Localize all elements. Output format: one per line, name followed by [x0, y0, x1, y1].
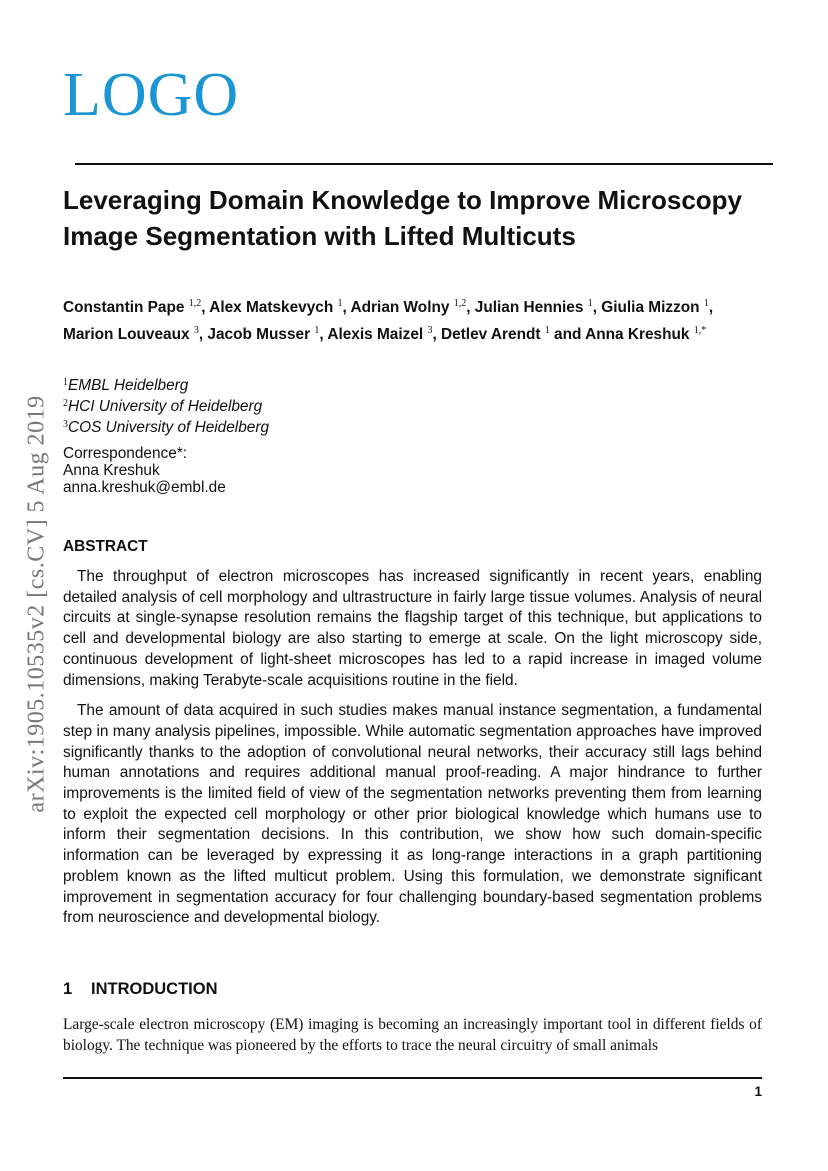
- author-name: Anna Kreshuk: [585, 326, 690, 343]
- affiliation-marker: 1: [63, 377, 68, 388]
- author-affiliation-marker: 1,2: [188, 298, 202, 309]
- author-name: Constantin Pape: [63, 299, 185, 316]
- header-divider: [75, 163, 773, 165]
- abstract-paragraph: The amount of data acquired in such studies makes manual instance segmentation, a fundamental step in many analysis pipelines, impossible. While automatic segmentation approaches have improved significantly thanks to the adoption of convolutional neural networks, their accuracy still lags behind human annotations and requires additional manual proof-reading. A major hindrance to further improvements is the limited field of view of the segmentation networks preventing them from learning to exploit the expected cell morphology or other prior biological knowledge which humans use to inform their segmentation decisions. In this contribution, we show how such domain-specific information can be leveraged by expressing it as long-range interactions in a graph partitioning problem known as the lifted multicut problem. Using this formulation, we demonstrate significant improvement in segmentation accuracy for four challenging boundary-based segmentation problems from neuroscience and developmental biology.: [63, 702, 762, 927]
- author-list: [63, 294, 763, 348]
- author-affiliation-marker: 3: [427, 325, 433, 336]
- affiliation: [63, 375, 269, 396]
- journal-logo: LOGO: [63, 61, 240, 129]
- author-separator: ,: [319, 326, 328, 343]
- author-affiliation-marker: 3: [193, 325, 199, 336]
- affiliation-marker: 3: [63, 419, 68, 430]
- author-name: Marion Louveaux: [63, 326, 190, 343]
- author-name: Adrian Wolny: [350, 299, 450, 316]
- author-separator: ,: [708, 299, 714, 316]
- section-number: 1: [63, 980, 73, 998]
- abstract-paragraph: The throughput of electron microscopes has increased significantly in recent years, enabling detailed analysis of cell morphology and ultrastructure in fairly large tissue volumes. Analysis of neural circuits at single-synapse resolution remains the flagship target of this technique, but applications to cell and developmental biology are also starting to emerge at scale. On the light microscopy side, continuous development of light-sheet microscopes has led to a rapid increase in imaged volume dimensions, making Terabyte-scale acquisitions routine in the field.: [63, 568, 762, 689]
- page-number: 1: [754, 1084, 762, 1099]
- author-separator: ,: [201, 299, 210, 316]
- affiliation-list: [63, 375, 269, 438]
- author-separator: and: [549, 326, 586, 343]
- author-name: Giulia Mizzon: [601, 299, 700, 316]
- author-affiliation-marker: 1,*: [693, 325, 707, 336]
- affiliation: [63, 417, 269, 438]
- correspondence-block: [63, 445, 226, 496]
- author-separator: ,: [198, 326, 208, 343]
- author-name: Detlev Arendt: [441, 326, 541, 343]
- author-name: Jacob Musser: [207, 326, 311, 343]
- affiliation: [63, 396, 269, 417]
- correspondence-name: Anna Kreshuk: [63, 462, 160, 479]
- correspondence-email[interactable]: anna.kreshuk@embl.de: [63, 479, 226, 496]
- abstract-heading: ABSTRACT: [63, 538, 148, 555]
- author-affiliation-marker: 1: [337, 298, 343, 309]
- author-separator: ,: [466, 299, 475, 316]
- author-separator: ,: [432, 326, 441, 343]
- affiliation-marker: 2: [63, 398, 68, 409]
- arxiv-identifier: arXiv:1905.10535v2 [cs.CV] 5 Aug 2019: [23, 395, 50, 813]
- author-affiliation-marker: 1: [587, 298, 593, 309]
- abstract-body: [63, 567, 762, 939]
- introduction-paragraph: Large-scale electron microscopy (EM) imaging is becoming an increasingly important tool in different fields of biology. The technique was pioneered by the efforts to trace the neural circuitry of small animals: [63, 1016, 762, 1054]
- author-name: Alexis Maizel: [327, 326, 424, 343]
- author-affiliation-marker: 1,2: [453, 298, 467, 309]
- correspondence-label: Correspondence*:: [63, 445, 188, 462]
- footer-divider: [63, 1077, 762, 1079]
- section-heading: [63, 980, 218, 999]
- affiliation-name: COS University of Heidelberg: [68, 419, 270, 436]
- author-affiliation-marker: 1: [544, 325, 550, 336]
- author-name: Julian Hennies: [474, 299, 584, 316]
- paper-title: Leveraging Domain Knowledge to Improve Microscopy Image Segmentation with Lifted Multicuts: [63, 185, 743, 251]
- author-affiliation-marker: 1: [703, 298, 709, 309]
- author-name: Alex Matskevych: [209, 299, 334, 316]
- affiliation-name: HCI University of Heidelberg: [68, 398, 263, 415]
- author-separator: ,: [592, 299, 602, 316]
- section-title: INTRODUCTION: [91, 980, 218, 998]
- author-separator: ,: [342, 299, 351, 316]
- affiliation-name: EMBL Heidelberg: [68, 377, 189, 394]
- author-affiliation-marker: 1: [314, 325, 320, 336]
